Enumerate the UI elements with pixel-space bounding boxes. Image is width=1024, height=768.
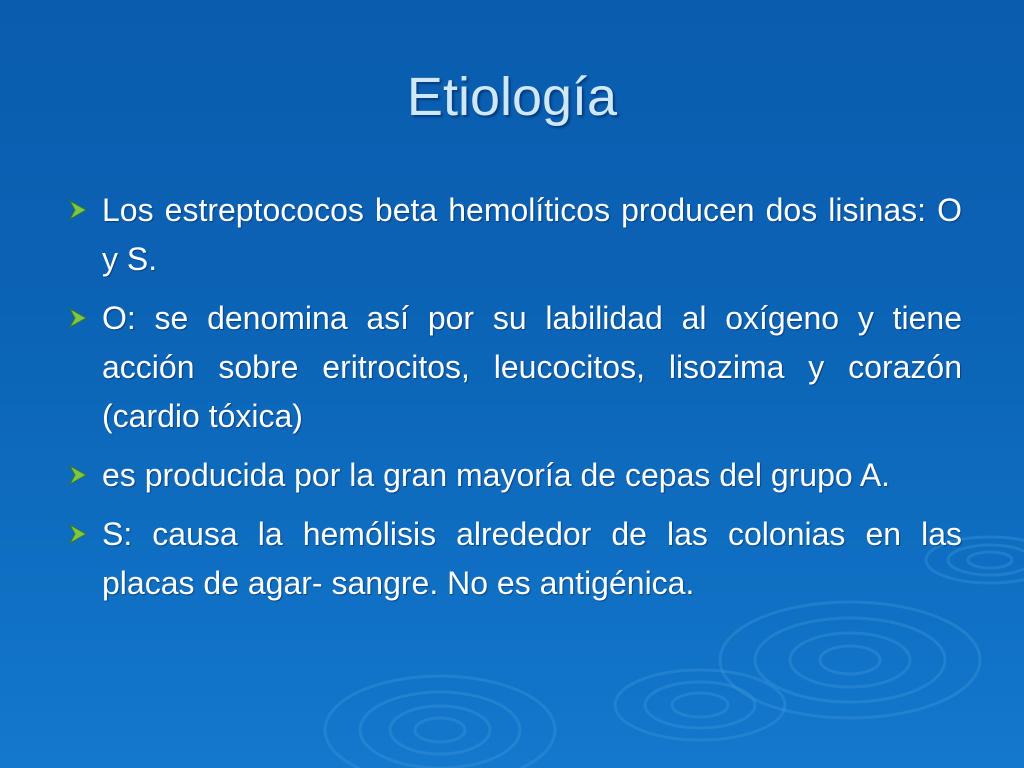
bullet-item bbox=[62, 451, 962, 500]
arrowhead-bullet-icon bbox=[66, 522, 90, 546]
arrowhead-bullet-icon bbox=[66, 463, 90, 487]
arrowhead-bullet-icon bbox=[66, 198, 90, 222]
bullet-item bbox=[62, 294, 962, 441]
bullet-list bbox=[62, 186, 962, 618]
bullet-item bbox=[62, 510, 962, 608]
slide-title: Etiología bbox=[406, 67, 618, 127]
bullet-text: S: causa la hemólisis alrededor de las colonias en las placas de agar- sangre. No es antigénica. bbox=[102, 516, 962, 601]
bullet-item bbox=[62, 186, 962, 284]
bullet-text: Los estreptococos beta hemolíticos producen dos lisinas: O y S. bbox=[102, 192, 962, 277]
bullet-text: es producida por la gran mayoría de cepas del grupo A. bbox=[102, 457, 891, 493]
arrowhead-bullet-icon bbox=[66, 306, 90, 330]
bullet-text: O: se denomina así por su labilidad al oxígeno y tiene acción sobre eritrocitos, leucocitos, lisozima y corazón (cardio tóxica) bbox=[102, 300, 962, 434]
